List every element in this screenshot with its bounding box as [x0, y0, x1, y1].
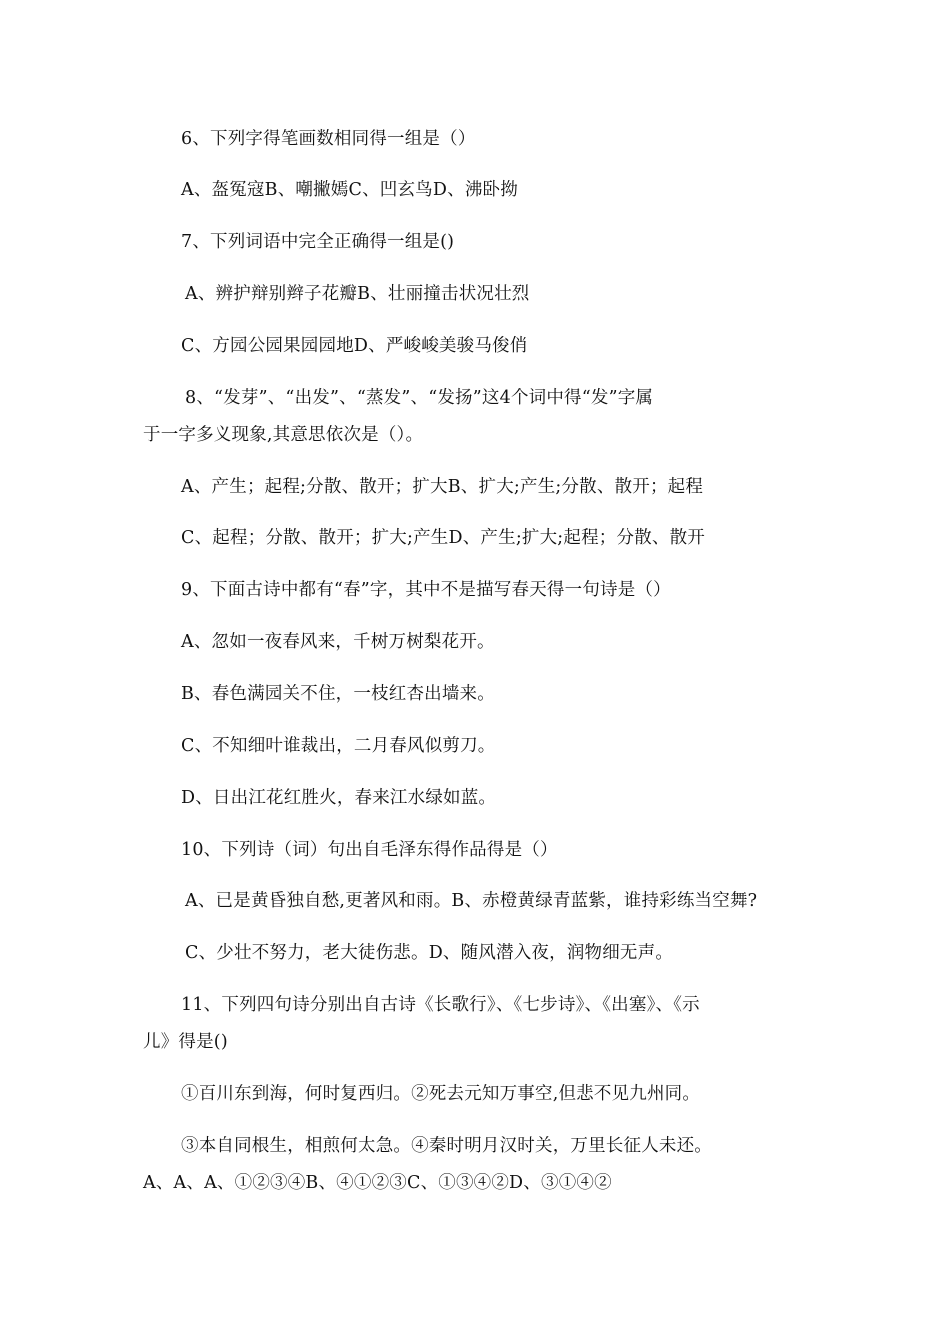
q6-options: A、盔冤寇B、嘲撇嫣C、凹玄鸟D、沸卧拗 [181, 180, 518, 200]
q9-stem: 9、下面古诗中都有“春”字，其中不是描写春天得一句诗是（） [181, 580, 671, 600]
q10-stem: 10、下列诗（词）句出自毛泽东得作品得是（） [181, 840, 558, 860]
q10-options-cd: C、少壮不努力，老大徒伤悲。D、随风潜入夜，润物细无声。 [185, 943, 674, 963]
q9-option-a: A、忽如一夜春风来，千树万树梨花开。 [181, 632, 495, 652]
q10-options-ab: A、已是黄昏独自愁,更著风和雨。B、赤橙黄绿青蓝紫，谁持彩练当空舞? [185, 891, 758, 911]
q8-options-cd: C、起程；分散、散开；扩大;产生D、产生;扩大;起程；分散、散开 [181, 528, 706, 548]
q8-stem-line2: 于一字多义现象,其意思依次是（）。 [143, 425, 424, 445]
q9-option-d: D、日出江花红胜火，春来江水绿如蓝。 [181, 788, 497, 808]
q11-stem-line1: 11、下列四句诗分别出自古诗《长歌行》、《七步诗》、《出塞》、《示 [181, 995, 700, 1015]
q7-options-ab: A、辨护辩别辫子花瓣B、壮丽撞击状况壮烈 [185, 284, 530, 304]
q9-option-b: B、春色满园关不住，一枝红杏出墙来。 [181, 684, 495, 704]
q11-poems-1-2: ①百川东到海，何时复西归。②死去元知万事空,但悲不见九州同。 [181, 1084, 701, 1104]
q11-poems-3-4: ③本自同根生，相煎何太急。④秦时明月汉时关，万里长征人未还。 [181, 1136, 712, 1156]
q8-options-ab: A、产生；起程;分散、散开；扩大B、扩大;产生;分散、散开；起程 [181, 477, 704, 497]
q6-stem: 6、下列字得笔画数相同得一组是（） [181, 129, 476, 149]
q7-options-cd: C、方园公园果园园地D、严峻峻美骏马俊俏 [181, 336, 528, 356]
q9-option-c: C、不知细叶谁裁出，二月春风似剪刀。 [181, 736, 496, 756]
q11-options: A、A、A、①②③④B、④①②③C、①③④②D、③①④② [143, 1173, 612, 1193]
q11-stem-line2: 儿》得是() [143, 1032, 228, 1052]
q8-stem-line1: 8、“发芽”、“出发”、“蒸发”、“发扬”这4个词中得“发”字属 [185, 388, 654, 408]
q7-stem: 7、下列词语中完全正确得一组是() [181, 232, 455, 252]
